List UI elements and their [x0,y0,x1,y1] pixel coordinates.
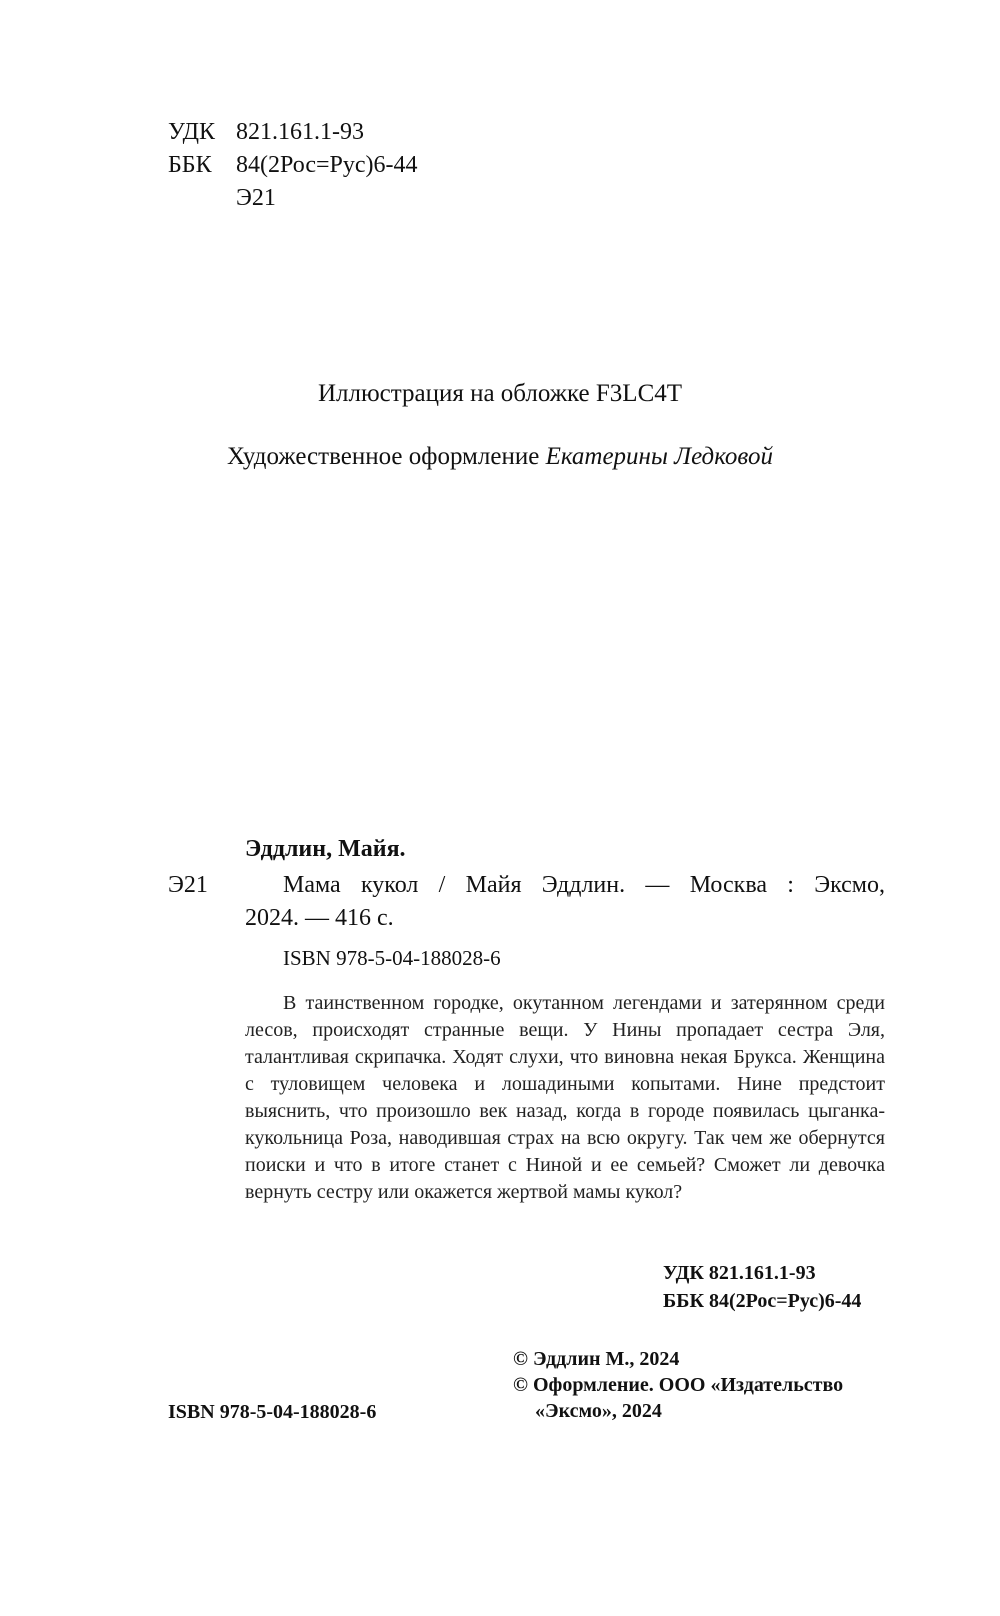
bbk-line [168,150,418,180]
card-isbn: ISBN 978-5-04-188028-6 [283,946,501,970]
udk-label: УДК [168,119,215,145]
illustration-credit: Иллюстрация на обложке F3LC4T [317,380,683,407]
bbk-label: ББК [168,152,212,178]
design-credit-name: Екатерины Ледковой [545,443,773,470]
author-heading: Эддлин, Майя. [245,836,406,862]
author-sign: Э21 [168,872,208,898]
udk-value: 821.161.1-93 [236,119,364,145]
bbk-value: 84(2Рос=Рус)6-44 [236,152,418,178]
udk-line [168,117,364,147]
card-bbk: ББК 84(2Рос=Рус)6-44 [663,1290,862,1312]
copyright-design-line-2: «Эксмо», 2024 [535,1400,662,1422]
title-line-1: Мама кукол / Майя Эддлин. — Москва : Эксмо, [283,872,885,898]
author-sign-top: Э21 [236,185,276,211]
annotation: В таинственном городке, окутанном легендами и затерянном среди лесов, происходят странные вещи. У Нины пропадает сестра Эля, талантливая скрипачка. Ходят слухи, что виновна некая Брукса. Женщина с туловищем человека и лошадиными копытами. Нине предстоит выяснить, что произошло век назад, когда в городе появилась цыганка-кукольница Роза, наводившая страх на всю округу. Так чем же обернутся поиски и что в итоге станет с Ниной и ее семьей? Сможет ли девочка вернуть сестру или окажется жертвой мамы кукол? [245,992,885,1203]
copyright-author: © Эддлин М., 2024 [513,1348,680,1370]
footer-isbn: ISBN 978-5-04-188028-6 [168,1401,377,1423]
design-credit-prefix: Художественное оформление [227,443,540,470]
card-udk: УДК 821.161.1-93 [663,1262,816,1284]
design-credit [0,443,1000,471]
title-line-2: 2024. — 416 с. [245,905,394,931]
copyright-design-line-1: © Оформление. ООО «Издательство [513,1374,844,1396]
